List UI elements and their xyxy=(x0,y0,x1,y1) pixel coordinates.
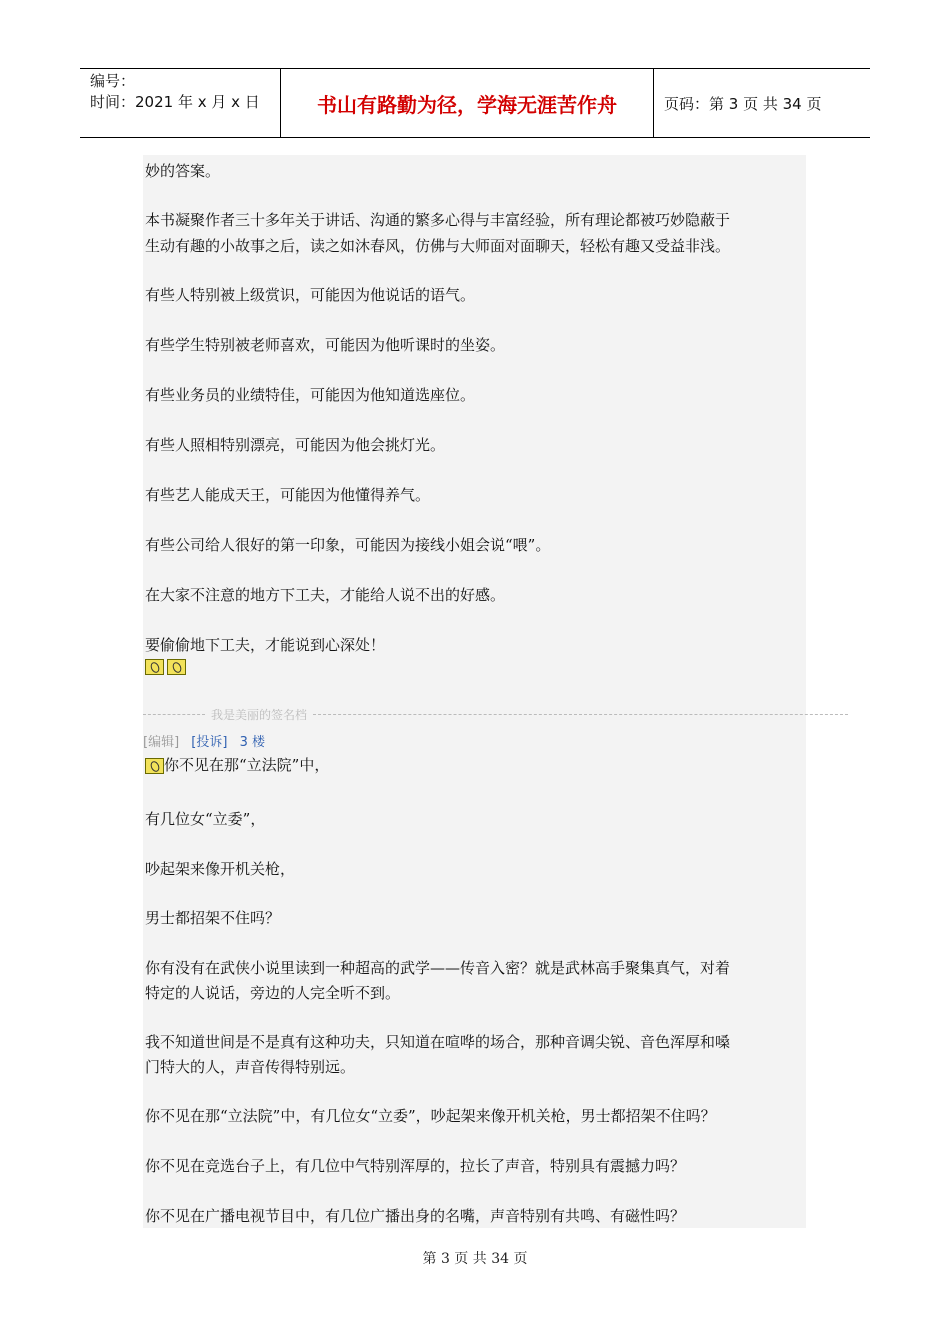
motto: 书山有路勤为径，学海无涯苦作舟 xyxy=(281,69,654,137)
page-footer: 第 3 页 共 34 页 xyxy=(422,1251,528,1267)
forum-content xyxy=(143,155,806,1228)
paragraph: 你不见在竞选台子上，有几位中气特别浑厚的，拉长了声音，特别具有震撼力吗？ xyxy=(145,1157,686,1175)
paragraph: 有些艺人能成天王，可能因为他懂得养气。 xyxy=(145,486,431,504)
floor-number: 3 楼 xyxy=(239,735,265,750)
paragraph: 生动有趣的小故事之后，读之如沐春风，仿佛与大师面对面聊天，轻松有趣又受益非浅。 xyxy=(145,237,731,255)
page-info: 页码：第 3 页 共 34 页 xyxy=(664,94,822,113)
paragraph: 有些人照相特别漂亮，可能因为他会挑灯光。 xyxy=(145,436,446,454)
paragraph: 你不见在那“立法院”中，有几位女“立委”，吵起架来像开机关枪，男士都招架不住吗？ xyxy=(145,1107,716,1125)
emoticon-row xyxy=(145,656,186,675)
emoticon-icon xyxy=(145,659,164,675)
paragraph: 有些公司给人很好的第一印象，可能因为接线小姐会说“喂”。 xyxy=(145,536,551,554)
paragraph: 在大家不注意的地方下工夫，才能给人说不出的好感。 xyxy=(145,586,506,604)
time-label: 时间：2021 年 x 月 x 日 xyxy=(90,93,260,111)
paragraph: 要偷偷地下工夫，才能说到心深处！ xyxy=(145,636,386,654)
paragraph: 有些业务员的业绩特佳，可能因为他知道选座位。 xyxy=(145,386,476,404)
dashed-rule xyxy=(143,714,205,715)
header-meta xyxy=(80,69,281,137)
paragraph: 吵起架来像开机关枪， xyxy=(145,860,296,878)
signature-divider xyxy=(143,705,848,723)
paragraph: 门特大的人，声音传得特别远。 xyxy=(145,1058,356,1076)
paragraph: 有几位女“立委”， xyxy=(145,810,266,828)
paragraph: 男士都招架不住吗？ xyxy=(145,909,281,927)
emoticon-icon xyxy=(167,659,186,675)
edit-link[interactable]: [编辑] xyxy=(143,735,180,750)
document-header xyxy=(80,68,870,138)
emoticon-icon xyxy=(145,758,164,774)
paragraph: 本书凝聚作者三十多年关于讲话、沟通的繁多心得与丰富经验，所有理论都被巧妙隐蔽于 xyxy=(145,211,731,229)
paragraph: 我不知道世间是不是真有这种功夫，只知道在喧哗的场合，那种音调尖锐、音色浑厚和嗓 xyxy=(145,1033,731,1051)
paragraph: 你有没有在武侠小说里读到一种超高的武学——传音入密？就是武林高手聚集真气，对着 xyxy=(145,959,731,977)
post2-first-line xyxy=(145,753,329,777)
paragraph: 你不见在那“立法院”中， xyxy=(164,756,330,774)
paragraph: 有些人特别被上级赏识，可能因为他说话的语气。 xyxy=(145,286,476,304)
dashed-rule xyxy=(313,714,848,715)
paragraph: 特定的人说话，旁边的人完全听不到。 xyxy=(145,984,401,1002)
paragraph: 你不见在广播电视节目中，有几位广播出身的名嘴，声音特别有共鸣、有磁性吗？ xyxy=(145,1207,686,1225)
paragraph: 妙的答案。 xyxy=(145,162,221,180)
paragraph: 有些学生特别被老师喜欢，可能因为他听课时的坐姿。 xyxy=(145,336,506,354)
serial-label: 编号： xyxy=(90,72,136,90)
signature-text: 我是美丽的签名档 xyxy=(211,707,308,722)
report-link[interactable]: [投诉] xyxy=(191,735,228,750)
post-actions xyxy=(143,734,265,752)
